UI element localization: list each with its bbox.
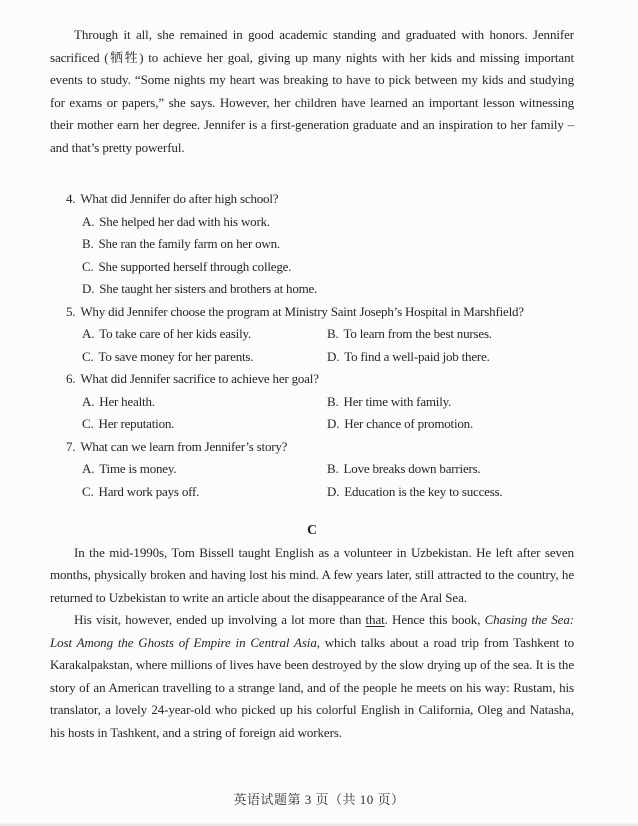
question-4	[66, 188, 574, 301]
paragraph-text-segment: His visit, however, ended up involving a lot more than	[74, 612, 366, 627]
option-label: D.	[327, 483, 340, 499]
paragraph-text-segment: . Hence this book,	[384, 612, 485, 627]
option-label: D.	[82, 281, 95, 296]
option-d	[327, 413, 574, 436]
option-text: Her time with family.	[343, 393, 452, 409]
option-text: To find a well-paid job there.	[344, 348, 490, 364]
option-label: B.	[327, 461, 339, 476]
section-c-heading: C	[307, 522, 317, 537]
underlined-word: that	[365, 612, 385, 627]
section-c-paragraph-1: In the mid-1990s, Tom Bissell taught English as a volunteer in Uzbekistan. He left after seven months, physically broken and having lost his mind. A few years later, still attracted to the country, he returned to Uzbekistan to write an article about the disappearance of the Aral Sea.	[50, 544, 574, 605]
option-label: B.	[327, 326, 339, 341]
option-label: A.	[82, 213, 95, 229]
question-number: 4.	[66, 191, 76, 206]
option-label: D.	[327, 348, 340, 364]
scan-edge-artifact	[0, 822, 638, 826]
question-line	[66, 188, 574, 211]
option-label: B.	[327, 393, 339, 409]
option-label: D.	[327, 416, 340, 431]
option-b	[327, 458, 574, 481]
option-text: She ran the family farm on her own.	[98, 236, 280, 251]
question-text: What did Jennifer do after high school?	[80, 191, 279, 206]
question-number: 7.	[66, 438, 76, 454]
options-list	[66, 323, 574, 368]
question-5	[66, 301, 574, 369]
option-text: She supported herself through college.	[98, 258, 292, 274]
option-label: A.	[82, 326, 95, 341]
option-label: A.	[82, 461, 95, 476]
options-list	[66, 458, 574, 503]
question-text: Why did Jennifer choose the program at Ministry Saint Joseph’s Hospital in Marshfield?	[80, 303, 524, 319]
option-label: A.	[82, 393, 95, 409]
option-label: C.	[82, 258, 94, 274]
question-number: 6.	[66, 371, 76, 386]
option-d	[327, 481, 574, 504]
option-text: To learn from the best nurses.	[343, 326, 492, 341]
option-text: To save money for her parents.	[98, 348, 254, 364]
question-text: What did Jennifer sacrifice to achieve her goal?	[80, 371, 319, 386]
option-label: C.	[82, 416, 94, 431]
passage-paragraph: Through it all, she remained in good academic standing and graduated with honors. Jennifer sacrificed (牺牲) to achieve her goal, giving up many nights with her kids and missing important events to study. “Some nights my heart was breaking to have to pick between my kids and studying for exams or papers,” she says. However, her children have learned an important lesson witnessing their mother earn her degree. Jennifer is a first-generation graduate and an inspiration to her family – and that’s pretty powerful.	[50, 27, 574, 155]
option-label: B.	[82, 236, 94, 251]
option-c	[82, 346, 327, 369]
question-line	[66, 368, 574, 391]
options-list	[66, 391, 574, 436]
page-footer: 英语试题第 3 页（共 10 页）	[233, 792, 405, 807]
option-text: To take care of her kids easily.	[99, 326, 252, 341]
question-line	[66, 436, 574, 459]
option-text: Education is the key to success.	[344, 483, 503, 499]
option-a	[82, 458, 327, 481]
option-a	[66, 211, 574, 234]
option-b	[66, 233, 574, 256]
question-6	[66, 368, 574, 436]
option-label: C.	[82, 483, 94, 499]
options-list	[66, 211, 574, 301]
question-line	[66, 301, 574, 324]
paragraph-text-segment: , which talks about a road trip from Tashkent to Karakalpakstan, where millions of lives have been destroyed by the slow drying up of the sea. It is the story of an American travelling to a strange land, and of the people he meets on his way: Rustam, his translator, a lovely 24-year-old who picked up his colorful English in California, Oleg and Natasha, his hosts in Tashkent, and a string of foreign aid workers.	[50, 634, 574, 740]
questions-block	[66, 188, 574, 503]
question-7	[66, 436, 574, 504]
option-d	[66, 278, 574, 301]
option-c	[82, 413, 327, 436]
option-text: She taught her sisters and brothers at home.	[99, 281, 318, 296]
option-text: Her reputation.	[98, 416, 175, 431]
section-c-paragraph-2	[50, 609, 574, 744]
option-text: Her health.	[99, 393, 155, 409]
option-b	[327, 391, 574, 414]
option-a	[82, 391, 327, 414]
question-text: What can we learn from Jennifer’s story?	[80, 438, 288, 454]
option-c	[66, 256, 574, 279]
option-c	[82, 481, 327, 504]
option-text: She helped her dad with his work.	[99, 213, 270, 229]
option-text: Hard work pays off.	[98, 483, 200, 499]
question-number: 5.	[66, 303, 76, 319]
book-title: Chasing the Sea: Lost Among the Ghosts of Empire in Central Asia	[50, 612, 574, 650]
option-a	[82, 323, 327, 346]
option-label: C.	[82, 348, 94, 364]
page-content	[50, 24, 574, 744]
option-text: Her chance of promotion.	[344, 416, 474, 431]
option-text: Time is money.	[99, 461, 177, 476]
option-d	[327, 346, 574, 369]
option-text: Love breaks down barriers.	[343, 461, 481, 476]
option-b	[327, 323, 574, 346]
